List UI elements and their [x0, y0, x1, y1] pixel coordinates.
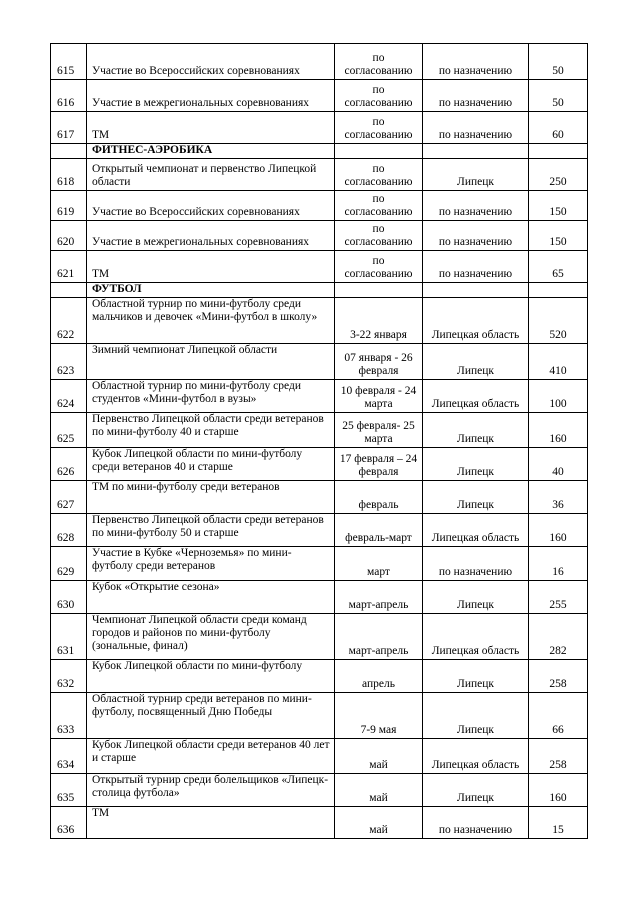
event-date: февраль-март [335, 514, 423, 547]
participant-count: 250 [529, 159, 588, 191]
empty-cell [423, 283, 529, 298]
event-place: по назначению [423, 80, 529, 112]
table-row [51, 191, 588, 221]
section-header-row [51, 144, 588, 159]
row-number: 621 [51, 251, 87, 283]
event-date: по согласованию [335, 80, 423, 112]
event-name: Кубок «Открытие сезона» [87, 581, 335, 614]
event-name: Областной турнир среди ветеранов по мини-футболу, посвященный Дню Победы [87, 693, 335, 739]
table-row [51, 807, 588, 839]
participant-count: 40 [529, 448, 588, 481]
table-row [51, 413, 588, 448]
event-date: 07 января - 26 февраля [335, 344, 423, 380]
table-row [51, 112, 588, 144]
row-number: 633 [51, 693, 87, 739]
table-row [51, 251, 588, 283]
participant-count: 150 [529, 221, 588, 251]
event-name: Областной турнир по мини-футболу среди мальчиков и девочек «Мини-футбол в школу» [87, 298, 335, 344]
event-name: Первенство Липецкой области среди ветеранов по мини-футболу 40 и старше [87, 413, 335, 448]
event-name: Первенство Липецкой области среди ветеранов по мини-футболу 50 и старше [87, 514, 335, 547]
event-place: Липецк [423, 481, 529, 514]
event-name: Кубок Липецкой области среди ветеранов 40 лет и старше [87, 739, 335, 774]
event-name: Открытый чемпионат и первенство Липецкой области [87, 159, 335, 191]
event-name: Кубок Липецкой области по мини-футболу среди ветеранов 40 и старше [87, 448, 335, 481]
event-date: по согласованию [335, 159, 423, 191]
row-number: 628 [51, 514, 87, 547]
event-place: по назначению [423, 191, 529, 221]
event-place: по назначению [423, 112, 529, 144]
participant-count: 410 [529, 344, 588, 380]
participant-count: 150 [529, 191, 588, 221]
table-row [51, 581, 588, 614]
participant-count: 255 [529, 581, 588, 614]
event-date: по согласованию [335, 191, 423, 221]
row-number: 618 [51, 159, 87, 191]
event-place: по назначению [423, 547, 529, 581]
empty-cell [335, 144, 423, 159]
participant-count: 160 [529, 774, 588, 807]
table-row [51, 660, 588, 693]
event-date: 3-22 января [335, 298, 423, 344]
event-place: по назначению [423, 221, 529, 251]
participant-count: 50 [529, 44, 588, 80]
event-date: по согласованию [335, 221, 423, 251]
event-date: 17 февраля – 24 февраля [335, 448, 423, 481]
table-row [51, 693, 588, 739]
event-place: Липецк [423, 774, 529, 807]
participant-count: 160 [529, 514, 588, 547]
row-number: 632 [51, 660, 87, 693]
table-row [51, 481, 588, 514]
event-name: Кубок Липецкой области по мини-футболу [87, 660, 335, 693]
event-date: май [335, 807, 423, 839]
event-name: Открытый турнир среди болельщиков «Липецк-столица футбола» [87, 774, 335, 807]
row-number: 631 [51, 614, 87, 660]
participant-count: 258 [529, 739, 588, 774]
event-date: февраль [335, 481, 423, 514]
row-number: 627 [51, 481, 87, 514]
row-number: 630 [51, 581, 87, 614]
participant-count: 66 [529, 693, 588, 739]
event-place: Липецкая область [423, 739, 529, 774]
empty-cell [51, 144, 87, 159]
table-row [51, 159, 588, 191]
participant-count: 160 [529, 413, 588, 448]
event-date: март [335, 547, 423, 581]
participant-count: 520 [529, 298, 588, 344]
row-number: 634 [51, 739, 87, 774]
event-name: ТМ по мини-футболу среди ветеранов [87, 481, 335, 514]
event-place: Липецк [423, 693, 529, 739]
event-place: Липецкая область [423, 298, 529, 344]
event-place: Липецкая область [423, 380, 529, 413]
row-number: 617 [51, 112, 87, 144]
participant-count: 100 [529, 380, 588, 413]
participant-count: 282 [529, 614, 588, 660]
section-header-row [51, 283, 588, 298]
row-number: 636 [51, 807, 87, 839]
row-number: 623 [51, 344, 87, 380]
event-name: ТМ [87, 807, 335, 839]
event-name: Областной турнир по мини-футболу среди студентов «Мини-футбол в вузы» [87, 380, 335, 413]
event-name: Участие во Всероссийских соревнованиях [87, 44, 335, 80]
row-number: 616 [51, 80, 87, 112]
empty-cell [529, 144, 588, 159]
event-place: Липецк [423, 448, 529, 481]
row-number: 620 [51, 221, 87, 251]
event-date: 25 февраля- 25 марта [335, 413, 423, 448]
event-name: Участие в межрегиональных соревнованиях [87, 221, 335, 251]
table-row [51, 547, 588, 581]
event-date: май [335, 774, 423, 807]
section-title: ФИТНЕС-АЭРОБИКА [87, 144, 335, 159]
participant-count: 50 [529, 80, 588, 112]
event-name: ТМ [87, 251, 335, 283]
event-date: март-апрель [335, 614, 423, 660]
row-number: 615 [51, 44, 87, 80]
event-place: Липецк [423, 581, 529, 614]
event-name: Чемпионат Липецкой области среди команд городов и районов по мини-футболу (зональные, финал) [87, 614, 335, 660]
event-name: Участие в Кубке «Черноземья» по мини-футболу среди ветеранов [87, 547, 335, 581]
row-number: 624 [51, 380, 87, 413]
table-row [51, 80, 588, 112]
event-date: по согласованию [335, 44, 423, 80]
participant-count: 16 [529, 547, 588, 581]
event-place: Липецк [423, 660, 529, 693]
event-date: апрель [335, 660, 423, 693]
row-number: 619 [51, 191, 87, 221]
event-name: Зимний чемпионат Липецкой области [87, 344, 335, 380]
event-date: 10 февраля - 24 марта [335, 380, 423, 413]
event-date: май [335, 739, 423, 774]
row-number: 626 [51, 448, 87, 481]
empty-cell [335, 283, 423, 298]
participant-count: 258 [529, 660, 588, 693]
events-table-body [51, 44, 588, 839]
event-date: по согласованию [335, 251, 423, 283]
event-name: Участие во Всероссийских соревнованиях [87, 191, 335, 221]
participant-count: 65 [529, 251, 588, 283]
row-number: 625 [51, 413, 87, 448]
section-title: ФУТБОЛ [87, 283, 335, 298]
table-row [51, 221, 588, 251]
table-row [51, 614, 588, 660]
table-row [51, 514, 588, 547]
table-row [51, 774, 588, 807]
table-row [51, 298, 588, 344]
empty-cell [529, 283, 588, 298]
event-place: Липецк [423, 413, 529, 448]
event-date: по согласованию [335, 112, 423, 144]
event-date: март-апрель [335, 581, 423, 614]
events-table [50, 43, 588, 839]
event-place: Липецк [423, 344, 529, 380]
event-place: по назначению [423, 44, 529, 80]
event-place: Липецк [423, 159, 529, 191]
participant-count: 36 [529, 481, 588, 514]
row-number: 622 [51, 298, 87, 344]
event-place: по назначению [423, 251, 529, 283]
participant-count: 60 [529, 112, 588, 144]
event-place: по назначению [423, 807, 529, 839]
event-name: Участие в межрегиональных соревнованиях [87, 80, 335, 112]
row-number: 635 [51, 774, 87, 807]
participant-count: 15 [529, 807, 588, 839]
empty-cell [423, 144, 529, 159]
table-row [51, 44, 588, 80]
table-row [51, 448, 588, 481]
event-place: Липецкая область [423, 514, 529, 547]
empty-cell [51, 283, 87, 298]
table-row [51, 344, 588, 380]
table-row [51, 739, 588, 774]
event-date: 7-9 мая [335, 693, 423, 739]
event-place: Липецкая область [423, 614, 529, 660]
event-name: ТМ [87, 112, 335, 144]
row-number: 629 [51, 547, 87, 581]
table-row [51, 380, 588, 413]
